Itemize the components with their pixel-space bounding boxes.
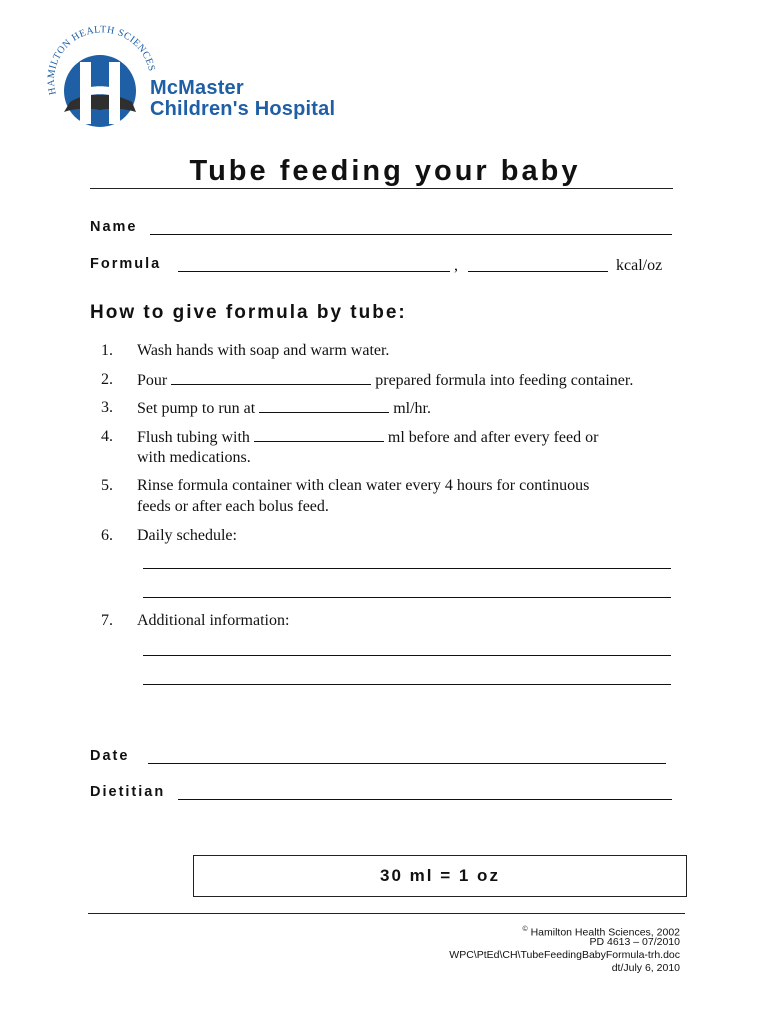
dietitian-label: Dietitian	[90, 784, 166, 800]
formula-unit: kcal/oz	[616, 257, 663, 274]
step-4-line2: with medications.	[137, 449, 251, 466]
additional-info-line-1[interactable]	[143, 655, 671, 656]
step-4-pre: Flush tubing with	[137, 429, 250, 446]
step-5-number: 5.	[101, 477, 113, 494]
date-label: Date	[90, 748, 130, 764]
formula-separator: ,	[454, 257, 458, 274]
conversion-box	[193, 855, 687, 897]
hospital-name-line1: McMaster	[150, 77, 244, 99]
dietitian-row	[90, 783, 672, 805]
step-4-text	[137, 426, 677, 448]
pump-rate-field[interactable]	[259, 397, 389, 413]
footer-line-2: PD 4613 – 07/2010	[589, 936, 680, 948]
footer-line-4: dt/July 6, 2010	[611, 962, 680, 974]
hospital-name-line2: Children's Hospital	[150, 98, 336, 120]
hamilton-health-sciences-logo	[42, 24, 162, 144]
step-7-number: 7.	[101, 612, 113, 629]
daily-schedule-line-2[interactable]	[143, 597, 671, 598]
footer-line-3: WPC\PtEd\CH\TubeFeedingBabyFormula-trh.doc	[449, 949, 680, 961]
section-heading: How to give formula by tube:	[90, 302, 407, 323]
formula-row	[90, 255, 672, 277]
step-2-number: 2.	[101, 371, 113, 388]
dietitian-field[interactable]	[178, 784, 672, 800]
logo-arc-text: HAMILTON HEALTH SCIENCES	[45, 24, 158, 96]
copyright-mark: ©	[522, 926, 528, 933]
step-6-number: 6.	[101, 527, 113, 544]
date-row	[90, 747, 672, 769]
step-3-pre: Set pump to run at	[137, 400, 256, 417]
footer-line-1: Hamilton Health Sciences, 2002	[530, 926, 680, 939]
step-4-number: 4.	[101, 428, 113, 445]
formula-name-field[interactable]	[178, 256, 450, 272]
title-rule	[90, 188, 673, 189]
formula-label: Formula	[90, 256, 162, 272]
formula-amount-field[interactable]	[171, 369, 371, 385]
footer-rule	[88, 913, 685, 914]
step-3-number: 3.	[101, 399, 113, 416]
step-5-text: Rinse formula container with clean water every 4 hours for continuous	[137, 477, 590, 494]
name-label: Name	[90, 219, 138, 235]
step-3-post: ml/hr.	[393, 400, 431, 417]
step-6-text: Daily schedule:	[137, 527, 237, 544]
step-1-text: Wash hands with soap and warm water.	[137, 342, 390, 359]
step-2-text	[137, 369, 677, 391]
date-field[interactable]	[148, 748, 666, 764]
name-row	[90, 218, 672, 240]
step-2-post: prepared formula into feeding container.	[375, 372, 634, 389]
step-1-number: 1.	[101, 342, 113, 359]
name-field[interactable]	[150, 219, 672, 235]
step-5-line2: feeds or after each bolus feed.	[137, 498, 329, 515]
formula-kcal-field[interactable]	[468, 256, 608, 272]
step-3-text	[137, 397, 677, 419]
step-4-post: ml before and after every feed or	[387, 429, 599, 446]
page-title: Tube feeding your baby	[189, 155, 581, 187]
flush-amount-field[interactable]	[254, 426, 384, 442]
daily-schedule-line-1[interactable]	[143, 568, 671, 569]
additional-info-line-2[interactable]	[143, 684, 671, 685]
step-7-text: Additional information:	[137, 612, 290, 629]
conversion-text: 30 ml = 1 oz	[380, 866, 500, 885]
step-2-pre: Pour	[137, 372, 168, 389]
